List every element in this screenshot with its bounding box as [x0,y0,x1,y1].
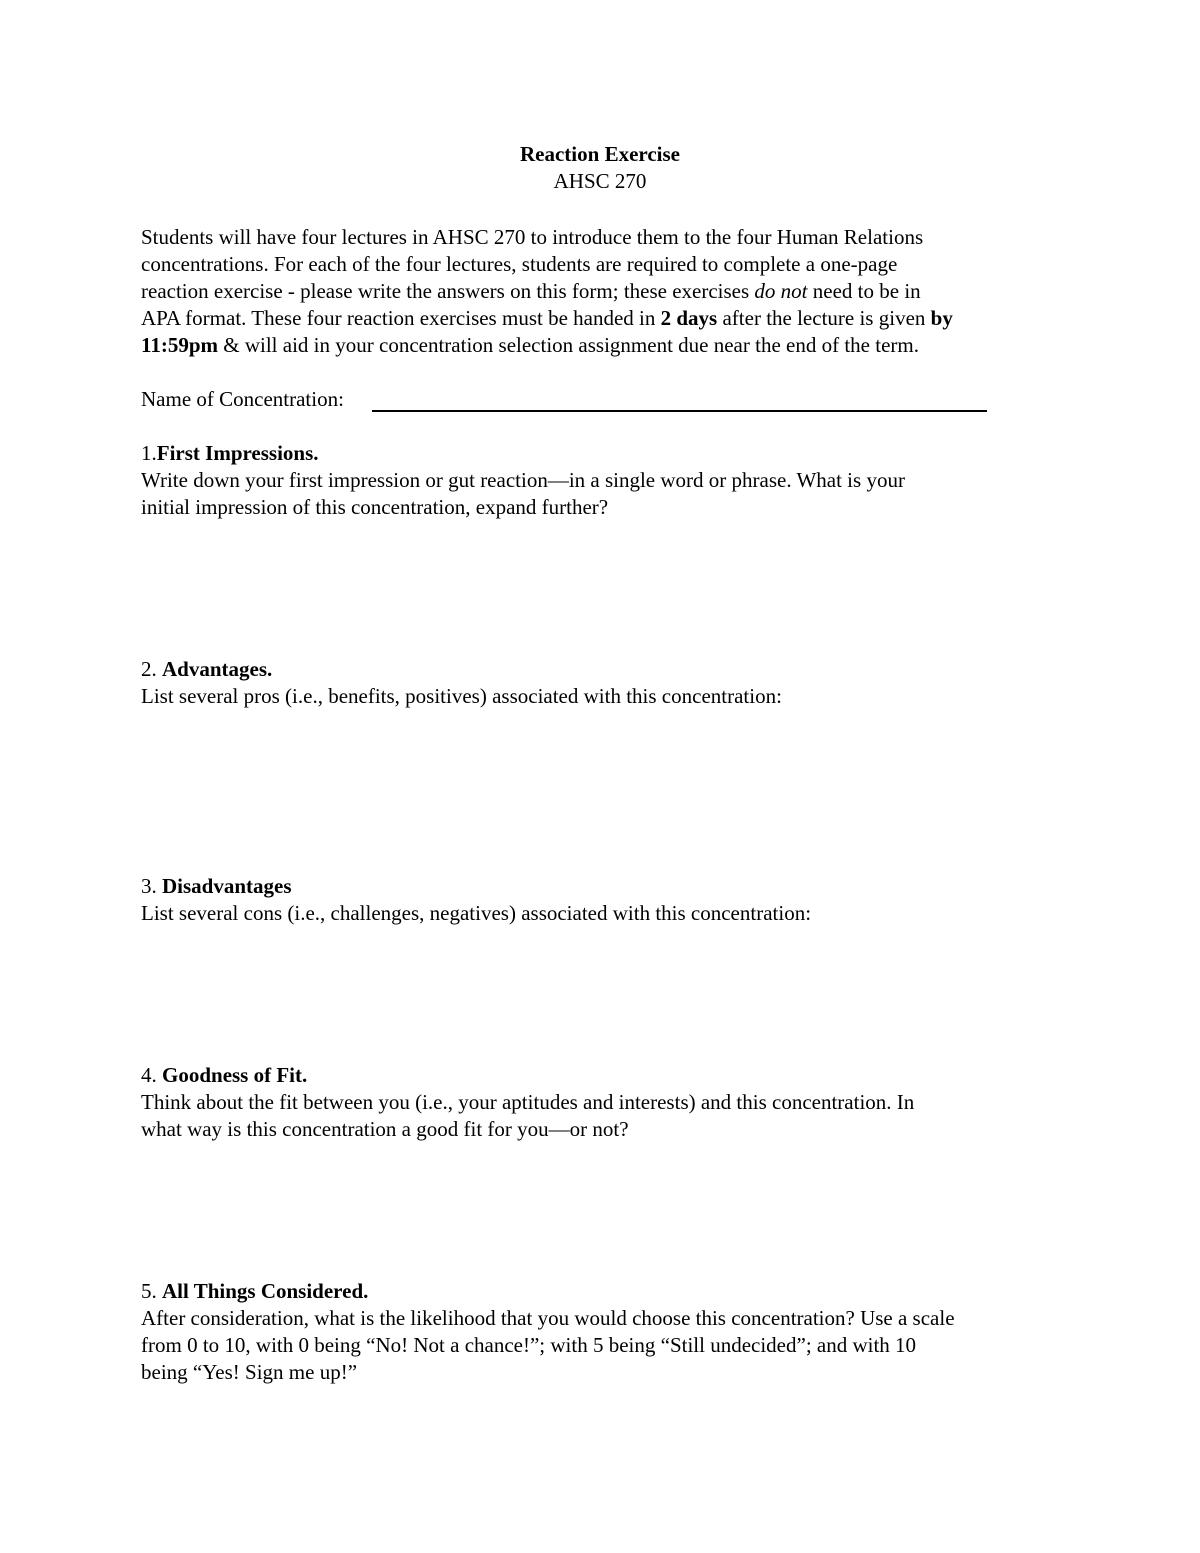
intro-line [141,278,1061,305]
intro-text: need to be in [807,279,921,303]
section-prompt-line: Write down your first impression or gut reaction—in a single word or phrase. What is your [141,468,905,492]
section-title: Goodness of Fit. [162,1063,308,1087]
intro-text: reaction exercise - please write the answers on this form; these exercises [141,279,755,303]
intro-paragraph [141,224,1061,359]
intro-line [141,332,1061,359]
section-prompt-line: Think about the fit between you (i.e., your aptitudes and interests) and this concentration. In [141,1090,915,1114]
section-title: All Things Considered. [162,1279,369,1303]
section-prompt-line: being “Yes! Sign me up!” [141,1360,358,1384]
intro-line [141,305,1061,332]
section-prompt-line: initial impression of this concentration, expand further? [141,495,609,519]
section-heading [141,873,1061,900]
intro-emphasis: 2 days [660,306,718,330]
section-prompt-line: List several cons (i.e., challenges, negatives) associated with this concentration: [141,901,812,925]
section-prompt-line: from 0 to 10, with 0 being “No! Not a chance!”; with 5 being “Still undecided”; and with 10 [141,1333,917,1357]
intro-line: Students will have four lectures in AHSC 270 to introduce them to the four Human Relations [141,225,924,249]
section-heading [141,1062,1061,1089]
name-field-blank[interactable] [372,410,987,412]
section-number: 1. [141,441,157,465]
section-goodness-of-fit [141,1062,1061,1143]
section-heading [141,1278,1061,1305]
section-advantages [141,656,1061,710]
section-prompt-line: List several pros (i.e., benefits, positives) associated with this concentration: [141,684,782,708]
intro-line: concentrations. For each of the four lectures, students are required to complete a one-page [141,252,898,276]
course-code: AHSC 270 [553,169,647,193]
section-disadvantages [141,873,1061,927]
section-all-things-considered [141,1278,1061,1386]
section-number: 4. [141,1063,162,1087]
section-title: Advantages. [162,657,273,681]
section-first-impressions [141,440,1061,521]
intro-text: after the lecture is given [717,306,931,330]
section-heading [141,440,1061,467]
intro-text: APA format. These four reaction exercises must be handed in [141,306,661,330]
section-number: 5. [141,1279,162,1303]
name-field-row [141,386,1061,413]
section-number: 2. [141,657,162,681]
intro-emphasis: by [930,306,953,330]
document-title: Reaction Exercise [520,142,680,166]
intro-text: & will aid in your concentration selection assignment due near the end of the term. [218,333,919,357]
section-number: 3. [141,874,162,898]
section-prompt-line: After consideration, what is the likelihood that you would choose this concentration? Use a scale [141,1306,955,1330]
intro-emphasis: do not [754,279,808,303]
name-field-label: Name of Concentration: [141,387,344,411]
section-title: First Impressions. [156,441,319,465]
intro-emphasis: 11:59pm [141,333,219,357]
section-title: Disadvantages [162,874,292,898]
section-prompt-line: what way is this concentration a good fit for you—or not? [141,1117,629,1141]
section-heading [141,656,1061,683]
